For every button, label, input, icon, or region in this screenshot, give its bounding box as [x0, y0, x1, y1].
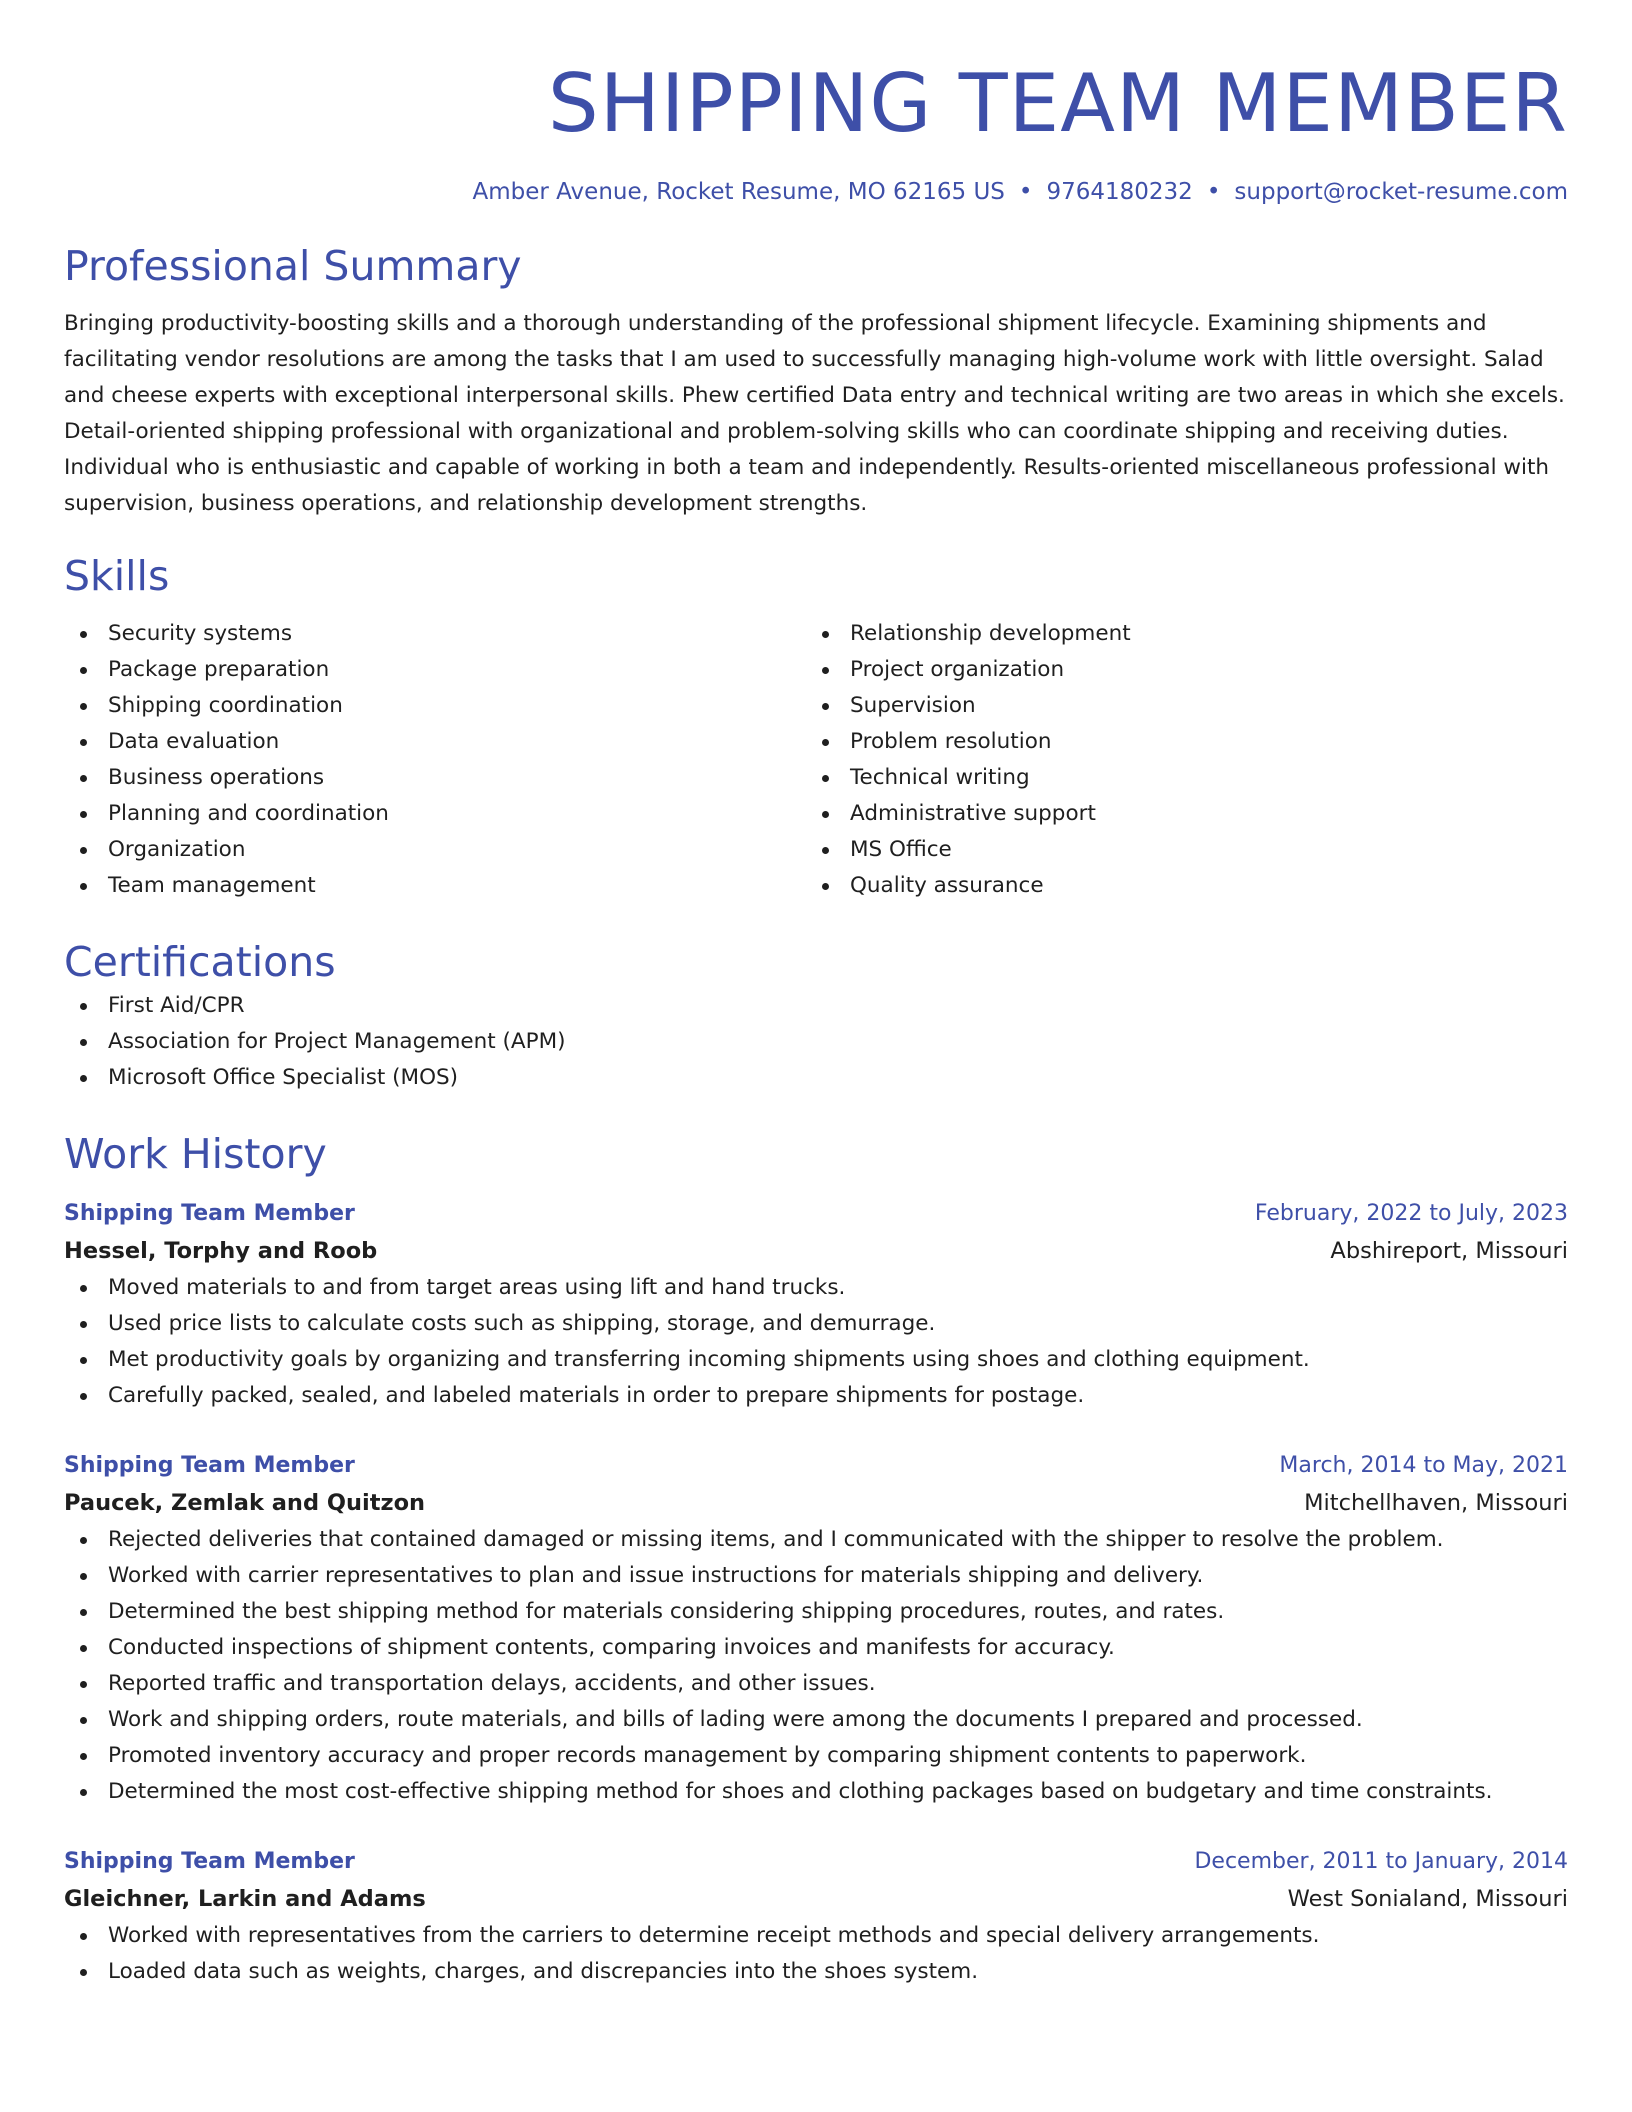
skill-item: Problem resolution	[806, 724, 1548, 760]
job-title: Shipping Team Member	[64, 1453, 355, 1478]
skill-item: Data evaluation	[64, 724, 806, 760]
skills-list-right	[806, 616, 1548, 904]
job-bullet: Moved materials to and from target areas using lift and hand trucks.	[64, 1270, 1568, 1306]
job-entry	[64, 1844, 1568, 1990]
resume-title: SHIPPING TEAM MEMBER	[547, 57, 1568, 150]
summary-heading: Professional Summary	[64, 242, 522, 290]
skills-list-left	[64, 616, 806, 904]
skill-item: Quality assurance	[806, 868, 1548, 904]
job-bullet: Used price lists to calculate costs such as shipping, storage, and demurrage.	[64, 1306, 1568, 1342]
job-dates: March, 2014 to May, 2021	[1279, 1453, 1568, 1478]
skill-item: MS Office	[806, 832, 1548, 868]
job-dates: December, 2011 to January, 2014	[1194, 1849, 1568, 1874]
job-bullet: Rejected deliveries that contained damaged or missing items, and I communicated with the shipper to resolve the problem.	[64, 1522, 1568, 1558]
job-bullet-list	[64, 1522, 1568, 1810]
job-bullet: Promoted inventory accuracy and proper records management by comparing shipment contents to paperwork.	[64, 1738, 1568, 1774]
job-company-row	[64, 1880, 1568, 1918]
job-entry	[64, 1196, 1568, 1414]
certification-item: First Aid/CPR	[64, 988, 1568, 1024]
skill-item: Package preparation	[64, 652, 806, 688]
certification-item: Microsoft Office Specialist (MOS)	[64, 1060, 1568, 1096]
summary-text: Bringing productivity-boosting skills and a thorough understanding of the professional shipment lifecycle. Examining shipments and facilitating vendor resolutions are among the tasks that I am used to successfully managing high-volume work with little oversight. Salad and cheese experts with exceptional interpersonal skills. Phew certified Data entry and technical writing are two areas in which she excels. Detail-oriented shipping professional with organizational and problem-solving skills who can coordinate shipping and receiving duties. Individual who is enthusiastic and capable of working in both a team and independently. Results-oriented miscellaneous professional with supervision, business operations, and relationship development strengths.	[64, 311, 1565, 516]
job-location: Mitchellhaven, Missouri	[1304, 1490, 1568, 1516]
job-bullet: Worked with representatives from the carriers to determine receipt methods and special delivery arrangements.	[64, 1918, 1568, 1954]
job-bullet: Work and shipping orders, route materials, and bills of lading were among the documents I prepared and processed.	[64, 1702, 1568, 1738]
contact-email: support@rocket-resume.com	[1234, 179, 1568, 205]
contact-address: Amber Avenue, Rocket Resume, MO 62165 US	[472, 179, 1005, 205]
job-bullet-list	[64, 1270, 1568, 1414]
skill-item: Organization	[64, 832, 806, 868]
skills-heading: Skills	[64, 552, 170, 600]
job-bullet: Determined the best shipping method for materials considering shipping procedures, routes, and rates.	[64, 1594, 1568, 1630]
job-bullet-list	[64, 1918, 1568, 1990]
skill-item: Team management	[64, 868, 806, 904]
contact-line	[64, 176, 1568, 208]
certifications-list	[64, 988, 1568, 1096]
job-company: Paucek, Zemlak and Quitzon	[64, 1490, 426, 1516]
job-title: Shipping Team Member	[64, 1849, 355, 1874]
job-entry	[64, 1448, 1568, 1810]
job-header-row	[64, 1448, 1568, 1484]
work-history-heading: Work History	[64, 1130, 327, 1178]
job-company: Gleichner, Larkin and Adams	[64, 1886, 426, 1912]
job-bullet: Conducted inspections of shipment contents, comparing invoices and manifests for accuracy.	[64, 1630, 1568, 1666]
job-location: West Sonialand, Missouri	[1287, 1886, 1568, 1912]
skill-item: Relationship development	[806, 616, 1548, 652]
skill-item: Planning and coordination	[64, 796, 806, 832]
job-bullet: Worked with carrier representatives to plan and issue instructions for materials shipping and delivery.	[64, 1558, 1568, 1594]
job-company: Hessel, Torphy and Roob	[64, 1238, 378, 1264]
job-bullet: Loaded data such as weights, charges, and discrepancies into the shoes system.	[64, 1954, 1568, 1990]
certifications-heading: Certifications	[64, 938, 336, 986]
skill-item: Project organization	[806, 652, 1548, 688]
skill-item: Business operations	[64, 760, 806, 796]
job-company-row	[64, 1484, 1568, 1522]
job-location: Abshireport, Missouri	[1330, 1238, 1568, 1264]
contact-phone: 9764180232	[1046, 179, 1193, 205]
job-bullet: Carefully packed, sealed, and labeled materials in order to prepare shipments for postage.	[64, 1378, 1568, 1414]
job-header-row	[64, 1196, 1568, 1232]
job-title: Shipping Team Member	[64, 1201, 355, 1226]
certification-item: Association for Project Management (APM)	[64, 1024, 1568, 1060]
skills-columns	[64, 616, 1568, 904]
skill-item: Administrative support	[806, 796, 1548, 832]
job-bullet: Determined the most cost-effective shipping method for shoes and clothing packages based on budgetary and time constraints.	[64, 1774, 1568, 1810]
resume-page	[64, 0, 1568, 1990]
contact-separator: •	[1206, 179, 1221, 205]
contact-separator: •	[1018, 179, 1033, 205]
job-bullet: Reported traffic and transportation delays, accidents, and other issues.	[64, 1666, 1568, 1702]
job-header-row	[64, 1844, 1568, 1880]
skill-item: Supervision	[806, 688, 1548, 724]
job-dates: February, 2022 to July, 2023	[1254, 1201, 1568, 1226]
skill-item: Shipping coordination	[64, 688, 806, 724]
skill-item: Technical writing	[806, 760, 1548, 796]
skill-item: Security systems	[64, 616, 806, 652]
job-bullet: Met productivity goals by organizing and transferring incoming shipments using shoes and clothing equipment.	[64, 1342, 1568, 1378]
job-company-row	[64, 1232, 1568, 1270]
